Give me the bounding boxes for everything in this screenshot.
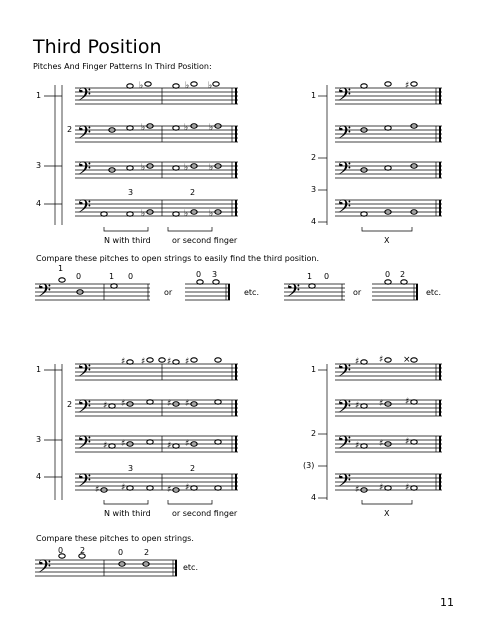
svg-text:♯: ♯ [103, 401, 108, 411]
svg-text:♯: ♯ [167, 485, 172, 495]
svg-text:♯: ♯ [95, 485, 100, 495]
svg-text:♯: ♯ [405, 397, 410, 407]
or-label: or [164, 288, 173, 297]
svg-text:♭: ♭ [184, 163, 189, 173]
svg-text:𝄢: 𝄢 [77, 471, 92, 496]
svg-text:♭: ♭ [185, 81, 190, 91]
svg-text:𝄢: 𝄢 [77, 397, 92, 422]
svg-text:𝄢: 𝄢 [37, 557, 52, 582]
svg-text:♭: ♭ [208, 81, 213, 91]
finger-number-0: 0 [118, 548, 124, 557]
caption-or-second-finger: or second finger [172, 509, 238, 518]
svg-text:♭: ♭ [184, 123, 189, 133]
svg-text:♯: ♯ [405, 437, 410, 447]
finger-label-1: 1 [311, 91, 317, 100]
svg-text:𝄢: 𝄢 [337, 397, 352, 422]
finger-label-4: 4 [36, 472, 42, 481]
finger-number-2: 2 [80, 546, 86, 555]
page-number: 11 [440, 596, 454, 609]
svg-text:𝄢: 𝄢 [337, 433, 352, 458]
svg-text:♯: ♯ [185, 399, 190, 409]
finger-number-3: 3 [212, 270, 218, 279]
svg-text:𝄢: 𝄢 [337, 159, 352, 184]
svg-text:♯: ♯ [121, 357, 126, 367]
finger-number-0: 0 [58, 546, 64, 555]
svg-text:♭: ♭ [141, 123, 146, 133]
finger-number-3: 3 [128, 188, 134, 197]
svg-text:𝄢: 𝄢 [337, 361, 352, 386]
svg-text:♭: ♭ [141, 163, 146, 173]
svg-text:𝄢: 𝄢 [286, 281, 301, 306]
svg-text:♯: ♯ [355, 441, 360, 451]
finger-label-4: 4 [311, 493, 317, 502]
svg-text:𝄢: 𝄢 [337, 197, 352, 222]
caption-n-with-third: N with third [104, 509, 151, 518]
svg-text:♯: ♯ [185, 483, 190, 493]
svg-text:♯: ♯ [121, 439, 126, 449]
finger-label-1: 1 [36, 365, 42, 374]
etc-label: etc. [244, 288, 259, 297]
section-subtitle: Pitches And Finger Patterns In Third Position: [33, 62, 212, 71]
svg-text:♯: ♯ [379, 399, 384, 409]
svg-text:♯: ♯ [379, 439, 384, 449]
svg-text:♭: ♭ [141, 209, 146, 219]
finger-number-1: 1 [109, 272, 115, 281]
finger-number-1: 1 [58, 264, 64, 273]
svg-text:♯: ♯ [379, 483, 384, 493]
compare-text-2: Compare these pitches to open strings. [36, 534, 194, 543]
svg-text:♭: ♭ [209, 163, 214, 173]
finger-number-0: 0 [324, 272, 330, 281]
caption-x: X [384, 236, 390, 245]
svg-text:𝄢: 𝄢 [337, 123, 352, 148]
svg-text:♯: ♯ [167, 399, 172, 409]
or-label: or [353, 288, 362, 297]
svg-text:♯: ♯ [185, 439, 190, 449]
svg-text:♯: ♯ [121, 483, 126, 493]
finger-label-3: 3 [36, 161, 42, 170]
finger-label-4: 4 [36, 199, 42, 208]
finger-label-1: 1 [36, 91, 42, 100]
finger-number-0: 0 [196, 270, 202, 279]
finger-number-2: 2 [144, 548, 150, 557]
finger-label-2: 2 [311, 153, 317, 162]
svg-text:♯: ♯ [103, 441, 108, 451]
svg-text:♯: ♯ [379, 355, 384, 365]
finger-label-1: 1 [311, 365, 317, 374]
svg-text:𝄢: 𝄢 [77, 123, 92, 148]
svg-text:𝄢: 𝄢 [337, 85, 352, 110]
svg-text:♯: ♯ [355, 401, 360, 411]
compare-text-1: Compare these pitches to open strings to easily find the third position. [36, 254, 320, 263]
finger-label-2: 2 [311, 429, 317, 438]
etc-label: etc. [183, 563, 198, 572]
finger-number-1: 1 [307, 272, 313, 281]
svg-text:𝄢: 𝄢 [37, 281, 52, 306]
page-title: Third Position [33, 36, 162, 58]
svg-text:𝄢: 𝄢 [337, 471, 352, 496]
finger-number-2: 2 [190, 464, 196, 473]
svg-text:𝄢: 𝄢 [77, 361, 92, 386]
finger-number-0: 0 [128, 272, 134, 281]
svg-text:𝄢: 𝄢 [77, 159, 92, 184]
svg-text:♯: ♯ [355, 485, 360, 495]
finger-label-3: 3 [36, 435, 42, 444]
svg-text:×: × [403, 355, 411, 365]
svg-text:♯: ♯ [167, 357, 172, 367]
svg-text:♭: ♭ [209, 123, 214, 133]
svg-text:♯: ♯ [405, 81, 410, 91]
finger-label-3-parenthesized: (3) [303, 461, 315, 470]
finger-label-2: 2 [67, 125, 73, 134]
svg-text:♯: ♯ [405, 483, 410, 493]
finger-label-3: 3 [311, 185, 317, 194]
finger-label-2: 2 [67, 400, 73, 409]
finger-number-0: 0 [385, 270, 391, 279]
svg-text:𝄢: 𝄢 [77, 85, 92, 110]
finger-number-2: 2 [190, 188, 196, 197]
svg-text:𝄢: 𝄢 [77, 197, 92, 222]
finger-number-2: 2 [400, 270, 406, 279]
svg-text:♯: ♯ [121, 399, 126, 409]
svg-text:♯: ♯ [355, 357, 360, 367]
etc-label: etc. [426, 288, 441, 297]
svg-text:♯: ♯ [141, 357, 146, 367]
caption-x: X [384, 509, 390, 518]
caption-n-with-third: N with third [104, 236, 151, 245]
svg-text:♭: ♭ [209, 209, 214, 219]
svg-text:♯: ♯ [167, 441, 172, 451]
finger-number-3: 3 [128, 464, 134, 473]
caption-or-second-finger: or second finger [172, 236, 238, 245]
svg-text:♭: ♭ [139, 81, 144, 91]
finger-label-4: 4 [311, 217, 317, 226]
svg-text:𝄢: 𝄢 [77, 433, 92, 458]
svg-text:♭: ♭ [184, 209, 189, 219]
svg-text:♯: ♯ [185, 357, 190, 367]
finger-number-0: 0 [76, 272, 82, 281]
